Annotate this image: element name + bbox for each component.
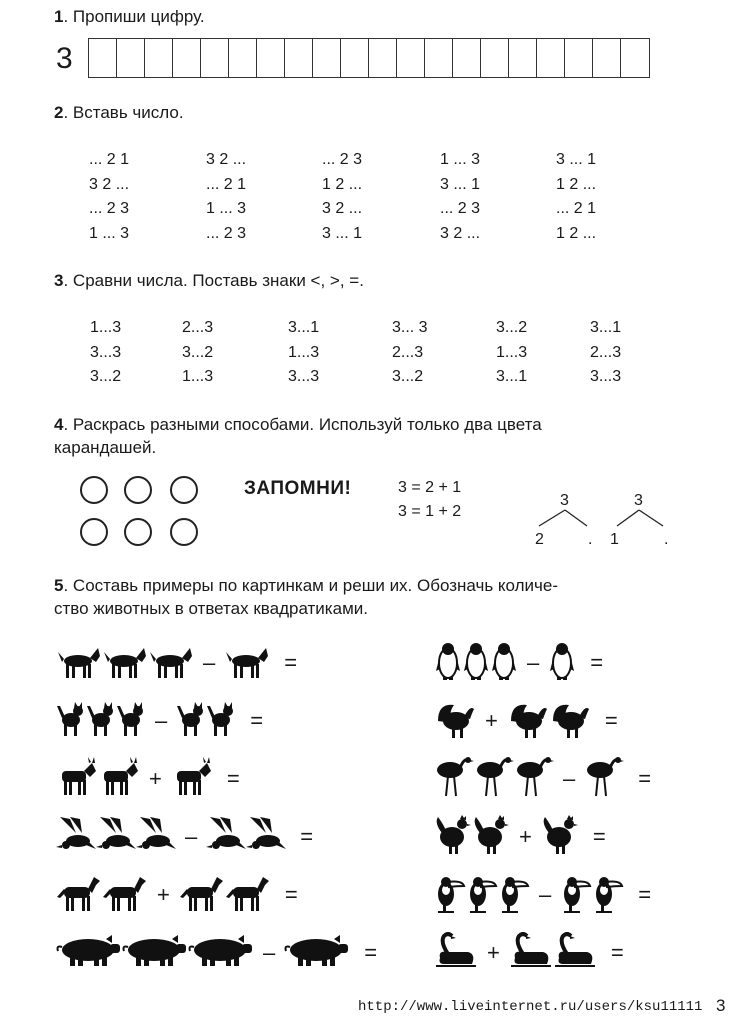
grid-cell[interactable] — [341, 39, 369, 77]
equation-1: 3 = 2 + 1 — [398, 479, 462, 496]
picture-example-row — [434, 814, 615, 860]
bird-icon — [96, 815, 136, 860]
donkey-icon — [98, 757, 140, 802]
compare-exercise[interactable]: 3...3 — [288, 368, 320, 385]
fill-in-exercise[interactable]: ... 2 3 — [322, 151, 363, 168]
tree-1-right: . — [588, 531, 593, 548]
fill-in-exercise[interactable]: ... 2 3 — [440, 200, 481, 217]
compare-exercise[interactable]: 1...3 — [182, 368, 214, 385]
compare-exercise[interactable]: 1...3 — [496, 343, 528, 361]
fill-in-exercise[interactable]: 3 2 ... — [89, 175, 130, 193]
task-3-number: 3 — [54, 271, 64, 290]
task-2-heading — [54, 102, 184, 124]
grid-cell[interactable] — [593, 39, 621, 77]
compare-exercise[interactable]: 1...3 — [288, 343, 320, 361]
equals-sign[interactable]: = — [300, 824, 314, 849]
horse-icon — [56, 873, 102, 918]
ostrich-icon — [434, 756, 474, 803]
equals-sign[interactable]: = — [604, 708, 618, 733]
grid-cell[interactable] — [145, 39, 173, 77]
rooster-icon — [434, 815, 472, 860]
penguin-icon — [490, 641, 518, 686]
tree-2-right: . — [664, 531, 669, 548]
swan-icon — [553, 932, 597, 975]
toucan-icon — [560, 872, 592, 919]
task-2-number: 2 — [54, 103, 64, 122]
color-circle[interactable] — [124, 476, 152, 504]
fill-in-exercise[interactable]: ... 2 1 — [89, 151, 130, 168]
penguin-icon — [462, 641, 490, 686]
grid-cell[interactable] — [173, 39, 201, 77]
color-circle[interactable] — [80, 476, 108, 504]
color-circle[interactable] — [170, 518, 198, 546]
bird-icon — [136, 815, 176, 860]
bird-icon — [206, 815, 246, 860]
pig-icon — [56, 935, 122, 972]
operator-sign: – — [527, 650, 540, 675]
grid-cell[interactable] — [537, 39, 565, 77]
grid-cell[interactable] — [117, 39, 145, 77]
fill-in-exercise[interactable]: 1 2 ... — [556, 175, 597, 193]
compare-exercise[interactable]: 2...3 — [590, 343, 622, 361]
compare-exercise[interactable]: 3...2 — [182, 343, 214, 361]
tree-2-left: 1 — [610, 531, 619, 548]
horse-icon — [225, 873, 271, 918]
grid-cell[interactable] — [257, 39, 285, 77]
fill-in-exercise[interactable]: 3 2 ... — [206, 151, 247, 168]
fill-in-exercise[interactable]: ... 2 3 — [89, 200, 130, 217]
compare-exercise[interactable]: 3...2 — [496, 319, 528, 336]
fill-in-exercise[interactable]: 3 ... 1 — [440, 175, 481, 193]
compare-exercise[interactable]: 1...3 — [90, 319, 122, 336]
tree-1-top: 3 — [560, 492, 569, 509]
toucan-icon — [466, 872, 498, 919]
swan-icon — [434, 932, 478, 975]
task-1-text: . Пропиши цифру. — [63, 7, 205, 26]
cat-icon — [56, 700, 86, 743]
fill-in-exercise[interactable]: 3 2 ... — [440, 224, 481, 242]
grid-cell[interactable] — [313, 39, 341, 77]
rooster-icon — [472, 815, 510, 860]
picture-example-row — [434, 640, 612, 686]
operator-sign: + — [157, 882, 170, 907]
ostrich-icon — [584, 756, 624, 803]
task-5-heading — [54, 575, 674, 597]
task-1-heading — [54, 6, 205, 28]
operator-sign: + — [149, 766, 162, 791]
picture-example-row — [434, 698, 627, 744]
operator-sign: + — [519, 824, 532, 849]
penguin-icon — [434, 641, 462, 686]
compare-exercise[interactable]: 2...3 — [392, 343, 424, 361]
picture-example-row — [56, 640, 306, 686]
equals-sign[interactable]: = — [592, 824, 606, 849]
equals-sign[interactable]: = — [226, 766, 240, 791]
picture-example-row — [56, 872, 307, 918]
bird-icon — [56, 815, 96, 860]
grid-cell[interactable] — [621, 39, 649, 77]
task-1-number: 1 — [54, 7, 64, 26]
operator-sign: – — [263, 940, 276, 965]
turkey-icon — [507, 699, 549, 744]
grid-cell[interactable] — [509, 39, 537, 77]
compare-exercise[interactable]: 2...3 — [182, 319, 214, 336]
task-4-number: 4 — [54, 415, 64, 434]
horse-icon — [179, 873, 225, 918]
color-circle[interactable] — [124, 518, 152, 546]
cat-icon — [176, 700, 206, 743]
fill-in-exercise[interactable]: 1 ... 3 — [206, 200, 247, 217]
toucan-icon — [592, 872, 624, 919]
grid-cell[interactable] — [229, 39, 257, 77]
dog-icon — [224, 642, 270, 685]
fill-in-exercise[interactable]: ... 2 3 — [206, 224, 247, 242]
turkey-icon — [434, 699, 476, 744]
equals-sign[interactable]: = — [364, 940, 378, 965]
penguin-icon — [548, 641, 576, 686]
operator-sign: + — [485, 708, 498, 733]
task-5-number: 5 — [54, 576, 64, 595]
task-4-line-2: карандашей. — [54, 438, 157, 457]
compare-exercise[interactable]: 3...1 — [288, 319, 320, 336]
ostrich-icon — [514, 756, 554, 803]
writing-grid[interactable] — [88, 38, 650, 78]
cat-icon — [116, 700, 146, 743]
grid-cell[interactable] — [425, 39, 453, 77]
compare-exercise[interactable]: 3...3 — [90, 343, 122, 361]
horse-icon — [102, 873, 148, 918]
picture-example-row — [56, 814, 322, 860]
footer-url[interactable]: http://www.liveinternet.ru/users/ksu11111 — [358, 999, 703, 1015]
grid-cell[interactable] — [481, 39, 509, 77]
tree-1-left: 2 — [535, 531, 544, 548]
fill-in-exercise[interactable]: 3 ... 1 — [556, 151, 597, 168]
toucan-icon — [434, 872, 466, 919]
cat-icon — [206, 700, 236, 743]
picture-example-row — [56, 756, 249, 802]
donkey-icon — [171, 757, 213, 802]
compare-exercise[interactable]: 3...1 — [496, 368, 528, 385]
task-5-line-1: . Составь примеры по картинкам и реши их. Обозначь количе- — [63, 576, 559, 595]
task-3-text: . Сравни числа. Поставь знаки <, >, =. — [63, 271, 364, 290]
grid-cell[interactable] — [565, 39, 593, 77]
picture-example-row — [56, 698, 272, 744]
page-number: 3 — [716, 996, 726, 1015]
operator-sign: + — [487, 940, 500, 965]
swan-icon — [509, 932, 553, 975]
fill-in-exercise[interactable]: ... 2 1 — [206, 175, 247, 193]
task-4-heading — [54, 414, 674, 436]
picture-example-row — [434, 930, 633, 976]
cat-icon — [86, 700, 116, 743]
dog-icon — [102, 642, 148, 685]
fill-in-exercise[interactable]: 3 2 ... — [322, 200, 363, 217]
equals-sign[interactable]: = — [610, 940, 624, 965]
compare-exercise[interactable]: 3...2 — [392, 368, 424, 385]
compare-exercise[interactable]: 3...1 — [590, 319, 622, 336]
fill-in-exercise[interactable]: 1 ... 3 — [89, 224, 130, 242]
pig-icon — [122, 935, 188, 972]
task-3-heading — [54, 270, 364, 292]
remember-label: ЗАПОМНИ! — [244, 478, 352, 499]
picture-example-row — [56, 930, 386, 976]
pig-icon — [188, 935, 254, 972]
task-2-text: . Вставь число. — [63, 103, 184, 122]
fill-in-exercise[interactable]: 1 2 ... — [322, 175, 363, 193]
color-circle[interactable] — [170, 476, 198, 504]
dog-icon — [148, 642, 194, 685]
operator-sign: – — [539, 882, 552, 907]
grid-cell[interactable] — [201, 39, 229, 77]
compare-exercise[interactable]: 3...2 — [90, 368, 122, 385]
fill-in-exercise[interactable]: ... 2 1 — [556, 200, 597, 217]
operator-sign: – — [155, 708, 168, 733]
sample-digit: 3 — [56, 42, 73, 75]
task-4-line-1: . Раскрась разными способами. Используй только два цвета — [63, 415, 542, 434]
rooster-icon — [541, 815, 579, 860]
equation-2: 3 = 1 + 2 — [398, 503, 462, 520]
ostrich-icon — [474, 756, 514, 803]
color-circle[interactable] — [80, 518, 108, 546]
grid-cell[interactable] — [285, 39, 313, 77]
turkey-icon — [549, 699, 591, 744]
equals-sign[interactable]: = — [638, 882, 652, 907]
equals-sign[interactable]: = — [284, 650, 298, 675]
toucan-icon — [498, 872, 530, 919]
fill-in-exercise[interactable]: 3 ... 1 — [322, 224, 363, 242]
equals-sign[interactable]: = — [590, 650, 604, 675]
picture-example-row — [434, 756, 660, 802]
dog-icon — [56, 642, 102, 685]
pig-icon — [284, 935, 350, 972]
grid-cell[interactable] — [453, 39, 481, 77]
donkey-icon — [56, 757, 98, 802]
operator-sign: – — [185, 824, 198, 849]
operator-sign: – — [203, 650, 216, 675]
fill-in-exercise[interactable]: 1 ... 3 — [440, 151, 481, 168]
picture-example-row — [434, 872, 660, 918]
equals-sign[interactable]: = — [284, 882, 298, 907]
grid-cell[interactable] — [397, 39, 425, 77]
bird-icon — [246, 815, 286, 860]
tree-2-top: 3 — [634, 492, 643, 509]
compare-exercise[interactable]: 3... 3 — [392, 319, 428, 336]
equals-sign[interactable]: = — [250, 708, 264, 733]
grid-cell[interactable] — [89, 39, 117, 77]
task-5-line-2: ство животных в ответах квадратиками. — [54, 599, 368, 618]
fill-in-exercise[interactable]: 1 2 ... — [556, 224, 597, 242]
operator-sign: – — [563, 766, 576, 791]
compare-exercise[interactable]: 3...3 — [590, 368, 622, 385]
grid-cell[interactable] — [369, 39, 397, 77]
number-trees — [525, 490, 675, 550]
equals-sign[interactable]: = — [638, 766, 652, 791]
